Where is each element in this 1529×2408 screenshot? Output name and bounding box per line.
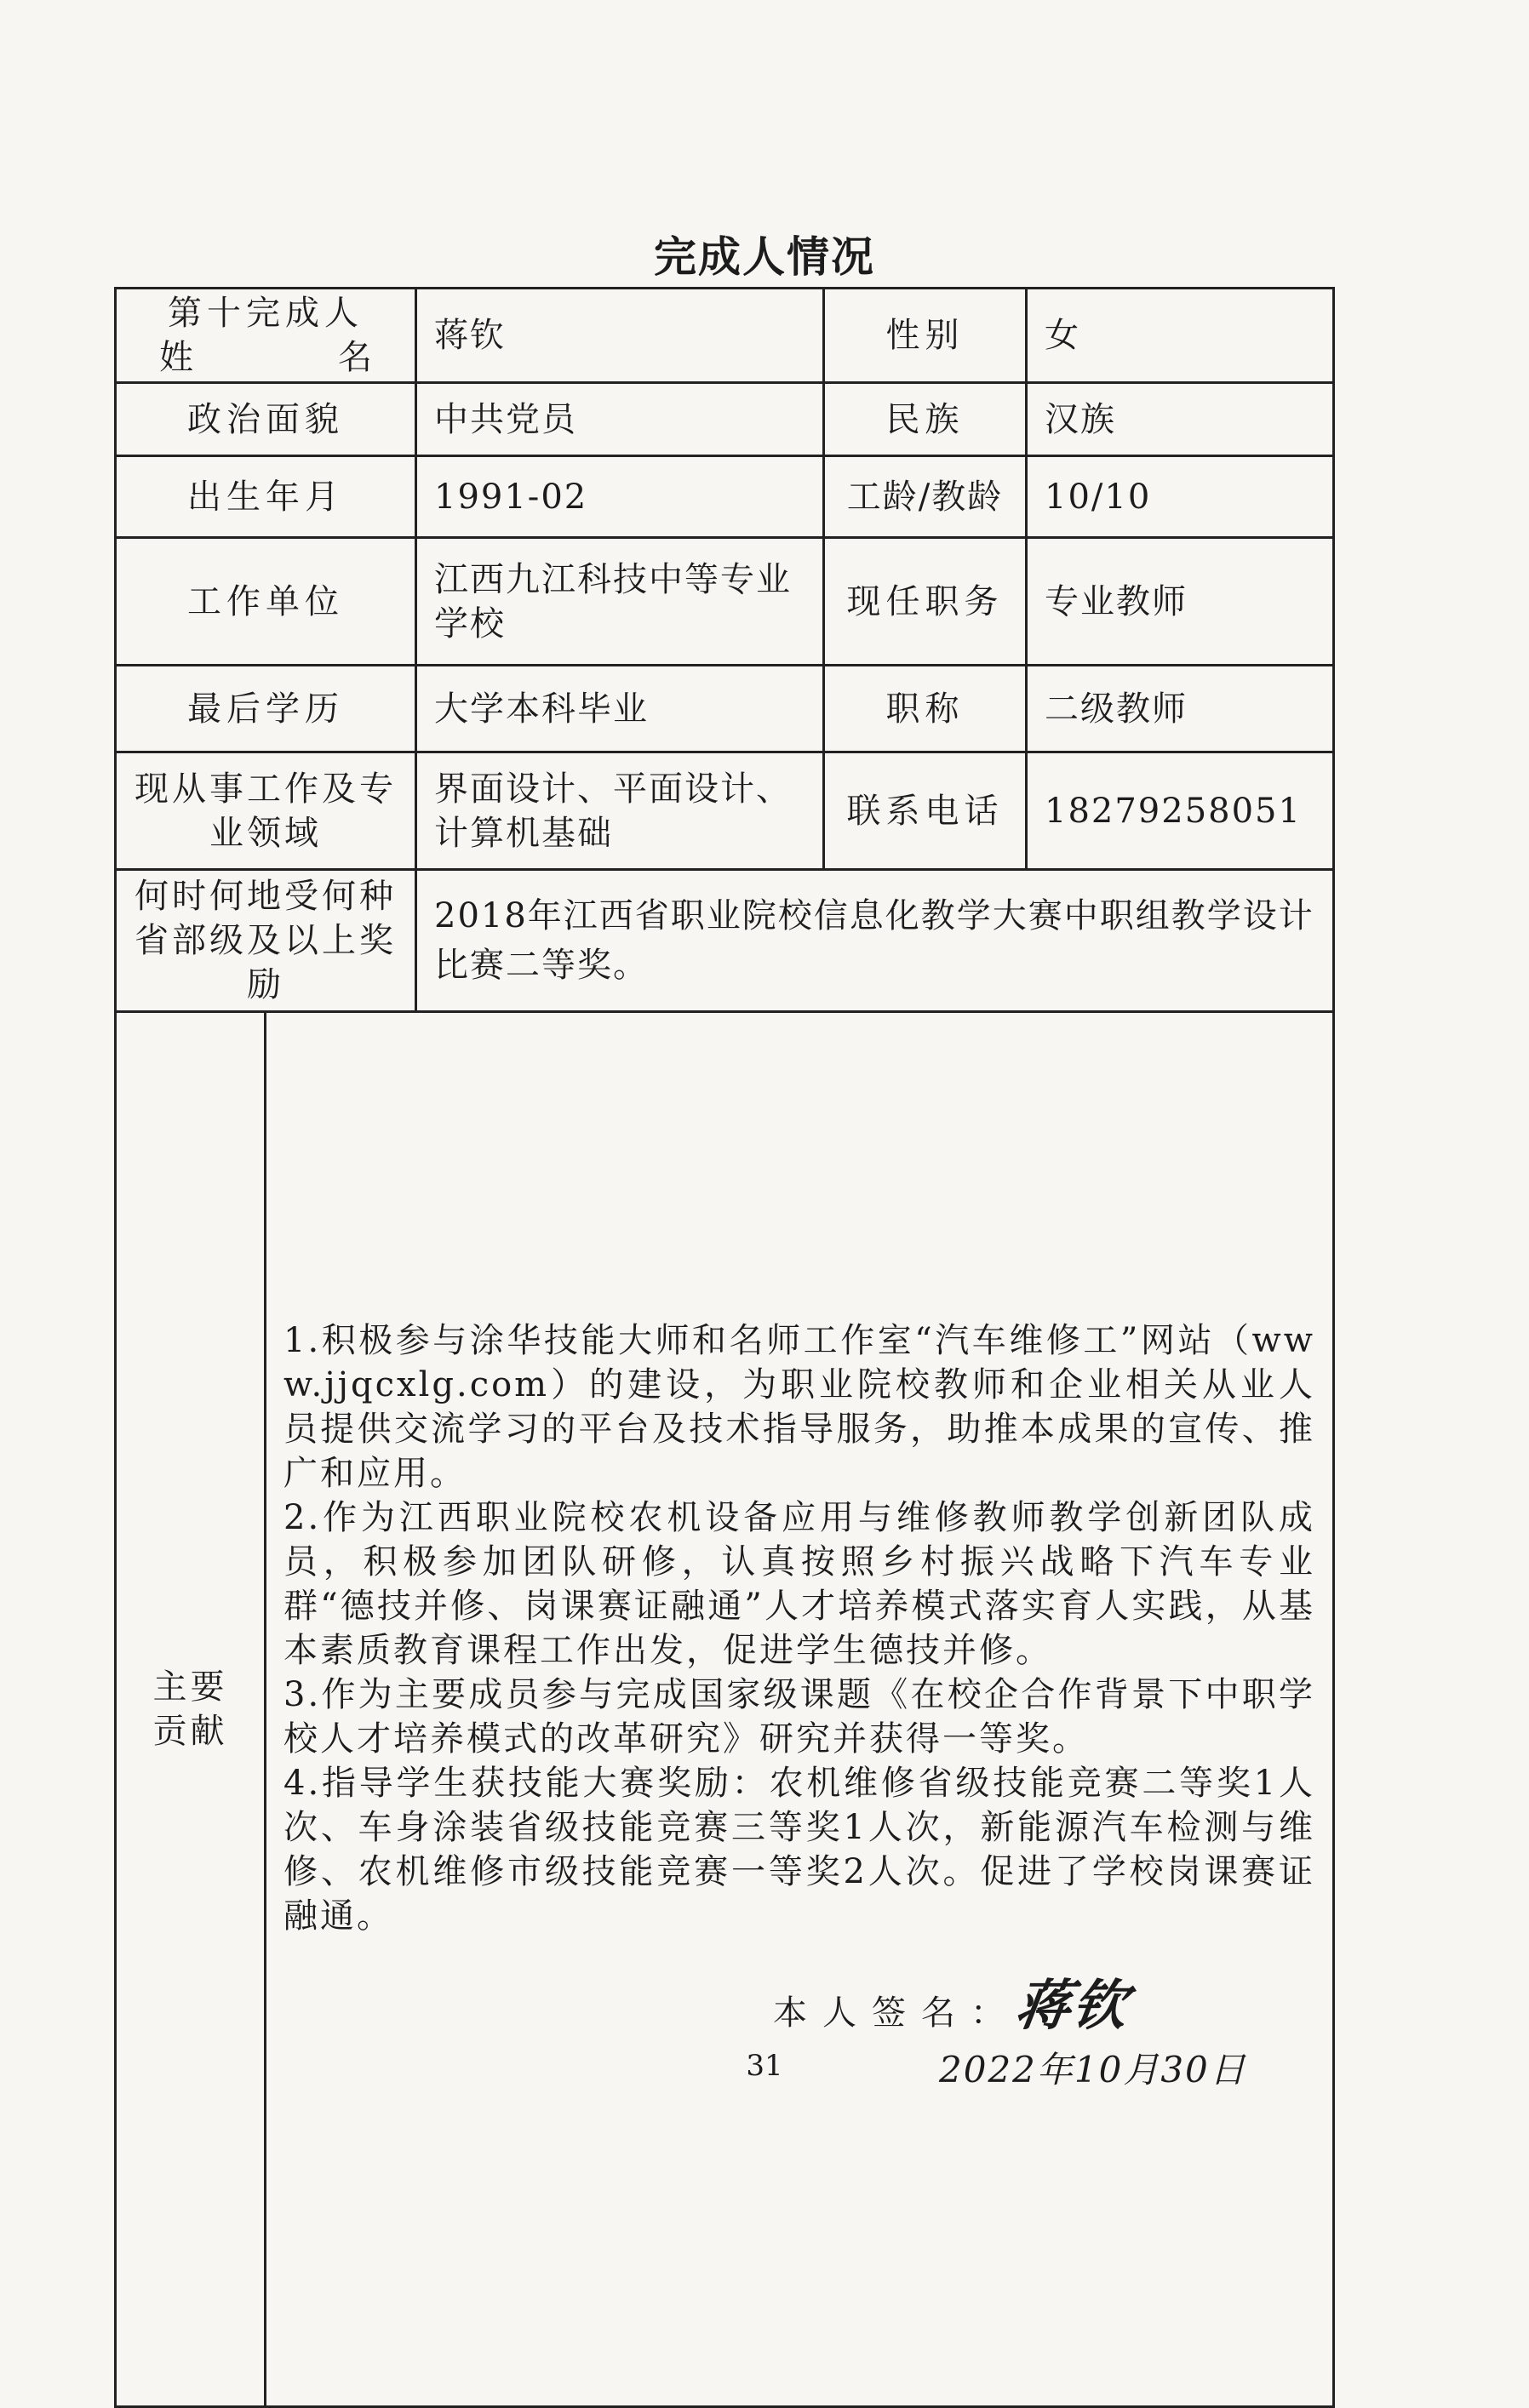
political-label: 政治面貌 xyxy=(116,383,416,456)
row-awards xyxy=(116,870,1334,1012)
position-label: 现任职务 xyxy=(824,538,1027,666)
contributions-label-line2: 贡献 xyxy=(152,1712,228,1751)
page-number: 31 xyxy=(746,2049,783,2083)
title-value: 二级教师 xyxy=(1027,666,1334,752)
contributions-content xyxy=(266,1012,1334,2407)
info-table xyxy=(114,287,1335,2408)
page-title: 完成人情况 xyxy=(654,232,875,282)
name-label-char1: 姓 xyxy=(159,338,193,377)
name-label-line1: 第十完成人 xyxy=(168,294,364,333)
title-label: 职称 xyxy=(824,666,1027,752)
contribution-item: 3.作为主要成员参与完成国家级课题《在校企合作背景下中职学校人才培养模式的改革研究》研究并获得一等奖。 xyxy=(283,1675,1315,1759)
row-workplace xyxy=(116,538,1334,666)
row-political xyxy=(116,383,1334,456)
contribution-item: 2.作为江西职业院校农机设备应用与维修教师教学创新团队成员，积极参加团队研修，认真按照乡村振兴战略下汽车专业群“德技并修、岗课赛证融通”人才培养模式落实育人实践，从基本素质教育课程工作出发，促进学生德技并修。 xyxy=(283,1498,1315,1670)
row-field xyxy=(116,752,1334,870)
handwritten-signature: 蒋钦 xyxy=(1011,1974,1135,2038)
row-contributions xyxy=(116,1012,1334,2407)
name-value: 蒋钦 xyxy=(416,289,824,383)
name-label xyxy=(116,289,416,383)
row-name xyxy=(116,289,1334,383)
ethnicity-value: 汉族 xyxy=(1027,383,1334,456)
birth-label: 出生年月 xyxy=(116,456,416,538)
phone-label: 联系电话 xyxy=(824,752,1027,870)
gender-value: 女 xyxy=(1027,289,1334,383)
contribution-item: 1.积极参与涂华技能大师和名师工作室“汽车维修工”网站（www.jjqcxlg.com）的建设，为职业院校教师和企业相关从业人员提供交流学习的平台及技术指导服务，助推本成果的宣传、推广和应用。 xyxy=(283,1321,1315,1493)
name-label-char2: 名 xyxy=(338,338,372,377)
workplace-label: 工作单位 xyxy=(116,538,416,666)
education-label: 最后学历 xyxy=(116,666,416,752)
field-label: 现从事工作及专业领域 xyxy=(116,752,416,870)
signature-label: 本人签名： xyxy=(773,1993,1020,2033)
political-value: 中共党员 xyxy=(416,383,824,456)
tenure-label: 工龄/教龄 xyxy=(824,456,1027,538)
contribution-item: 4.指导学生获技能大赛奖励：农机维修省级技能竞赛二等奖1人次、车身涂装省级技能竞赛三等奖1人次，新能源汽车检测与维修、农机维修市级技能竞赛一等奖2人次。促进了学校岗课赛证融通。 xyxy=(283,1764,1315,1936)
phone-value: 18279258051 xyxy=(1027,752,1334,870)
signature-date: 2022年10月30日 xyxy=(939,2049,1247,2091)
ethnicity-label: 民族 xyxy=(824,383,1027,456)
gender-label: 性别 xyxy=(824,289,1027,383)
row-birth xyxy=(116,456,1334,538)
contributions-label-line1: 主要 xyxy=(152,1667,228,1707)
awards-label: 何时何地受何种省部级及以上奖励 xyxy=(116,870,416,1012)
awards-value: 2018年江西省职业院校信息化教学大赛中职组教学设计比赛二等奖。 xyxy=(416,870,1334,1012)
contributions-label xyxy=(116,1012,266,2407)
tenure-value: 10/10 xyxy=(1027,456,1334,538)
position-value: 专业教师 xyxy=(1027,538,1334,666)
field-value: 界面设计、平面设计、计算机基础 xyxy=(416,752,824,870)
birth-value: 1991-02 xyxy=(416,456,824,538)
row-education xyxy=(116,666,1334,752)
education-value: 大学本科毕业 xyxy=(416,666,824,752)
workplace-value: 江西九江科技中等专业学校 xyxy=(416,538,824,666)
